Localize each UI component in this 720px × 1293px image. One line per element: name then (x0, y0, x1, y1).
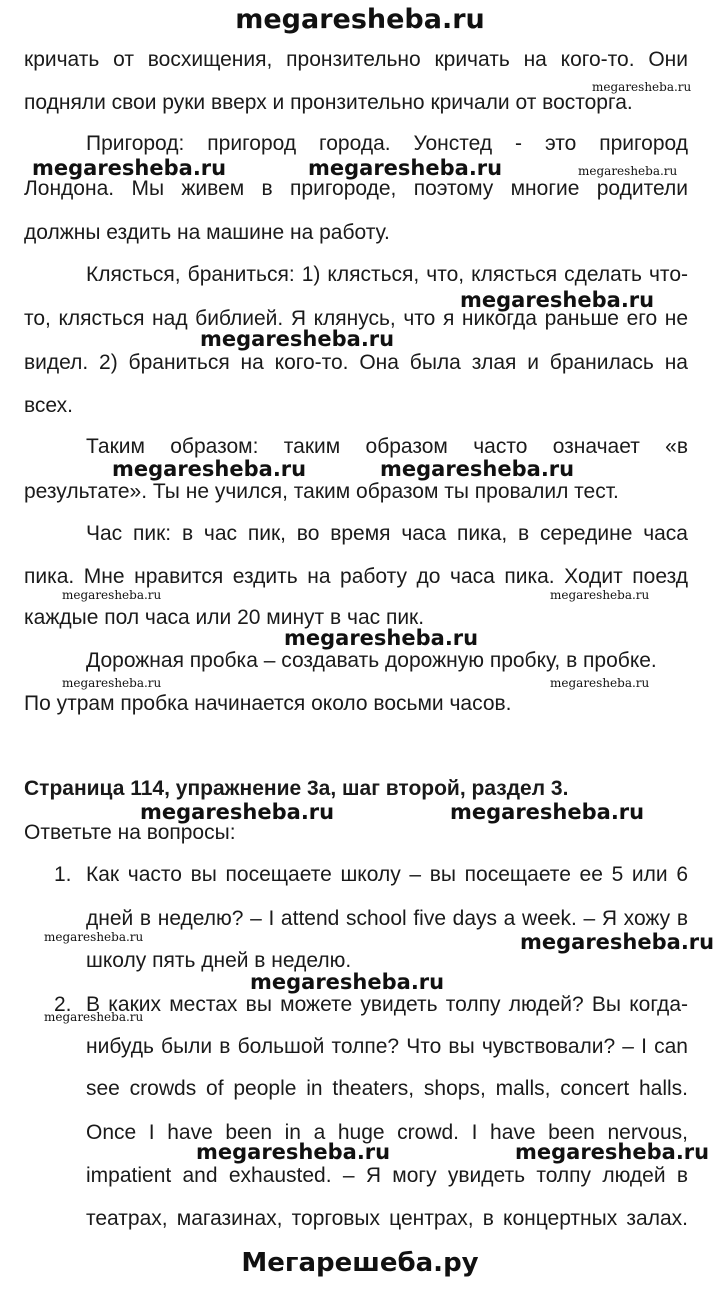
list-item-line: В каких местах вы можете увидеть толпу людей? Вы когда- (86, 993, 688, 1016)
watermark-small: megaresheba.ru (550, 588, 650, 602)
text-line: Клясться, браниться: 1) клясться, что, клясться сделать что- (86, 263, 688, 286)
text-line: По утрам пробка начинается около восьми часов. (24, 692, 512, 715)
watermark-small: megaresheba.ru (62, 676, 162, 690)
watermark: megaresheba.ru (32, 156, 227, 180)
list-item-line: see crowds of people in theaters, shops, malls, concert halls. (86, 1077, 688, 1100)
section-heading: Страница 114, упражнение 3а, шаг второй, раздел 3. (24, 777, 569, 800)
text-line: кричать от восхищения, пронзительно кричать на кого-то. Они (24, 48, 688, 71)
text-line: каждые пол часа или 20 минут в час пик. (24, 606, 425, 629)
watermark: megaresheba.ru (250, 970, 445, 994)
text-line: должны ездить на машине на работу. (24, 221, 390, 244)
text-line: Таким образом: таким образом часто означает «в (86, 435, 688, 458)
list-item-line: Как часто вы посещаете школу – вы посещаете ее 5 или 6 (86, 863, 688, 886)
watermark: megaresheba.ru (140, 800, 335, 824)
watermark: megaresheba.ru (308, 156, 503, 180)
text-line: всех. (24, 394, 73, 417)
watermark: megaresheba.ru (380, 457, 575, 481)
watermark-small: megaresheba.ru (550, 676, 650, 690)
list-item-line: школу пять дней в неделю. (86, 949, 352, 972)
text-line: Час пик: в час пик, во время часа пика, в середине часа (86, 522, 688, 545)
instruction: Ответьте на вопросы: (24, 821, 236, 844)
text-line: пика. Мне нравится ездить на работу до часа пика. Ходит поезд (24, 565, 688, 588)
watermark: megaresheba.ru (284, 626, 479, 650)
footer-watermark: Мегарешеба.ру (241, 1248, 479, 1278)
watermark-small: megaresheba.ru (578, 164, 678, 178)
list-item-line: Once I have been in a huge crowd. I have been nervous, (86, 1121, 688, 1144)
watermark: megaresheba.ru (460, 288, 655, 312)
text-line: результате». Ты не учился, таким образом ты провалил тест. (24, 480, 619, 503)
watermark-small: megaresheba.ru (62, 588, 162, 602)
list-number: 1. (54, 863, 72, 886)
list-number: 2. (54, 993, 72, 1016)
text-line: видел. 2) браниться на кого-то. Она была злая и бранилась на (24, 351, 688, 374)
list-item-line: нибудь были в большой толпе? Что вы чувствовали? – I can (86, 1035, 688, 1058)
text-line: то, клясться над библией. Я клянусь, что я никогда раньше его не (24, 307, 688, 330)
watermark: megaresheba.ru (515, 1140, 710, 1164)
watermark: megaresheba.ru (450, 800, 645, 824)
text-line: Пригород: пригород города. Уонстед - это пригород (86, 132, 688, 155)
text-line: подняли свои руки вверх и пронзительно кричали от восторга. (24, 91, 633, 114)
watermark: megaresheba.ru (520, 930, 715, 954)
list-item-line: дней в неделю? – I attend school five days a week. – Я хожу в (86, 907, 688, 930)
watermark: megaresheba.ru (200, 327, 395, 351)
header-watermark: megaresheba.ru (235, 4, 485, 35)
watermark-small: megaresheba.ru (44, 1010, 144, 1024)
text-line: Лондона. Мы живем в пригороде, поэтому многие родители (24, 177, 688, 200)
list-item-line: театрах, магазинах, торговых центрах, в концертных залах. (86, 1207, 688, 1230)
list-item-line: impatient and exhausted. – Я могу увидеть толпу людей в (86, 1164, 688, 1187)
text-line: Дорожная пробка – создавать дорожную пробку, в пробке. (86, 649, 657, 672)
watermark-small: megaresheba.ru (592, 80, 692, 94)
watermark: megaresheba.ru (112, 457, 307, 481)
watermark: megaresheba.ru (196, 1140, 391, 1164)
watermark-small: megaresheba.ru (44, 930, 144, 944)
